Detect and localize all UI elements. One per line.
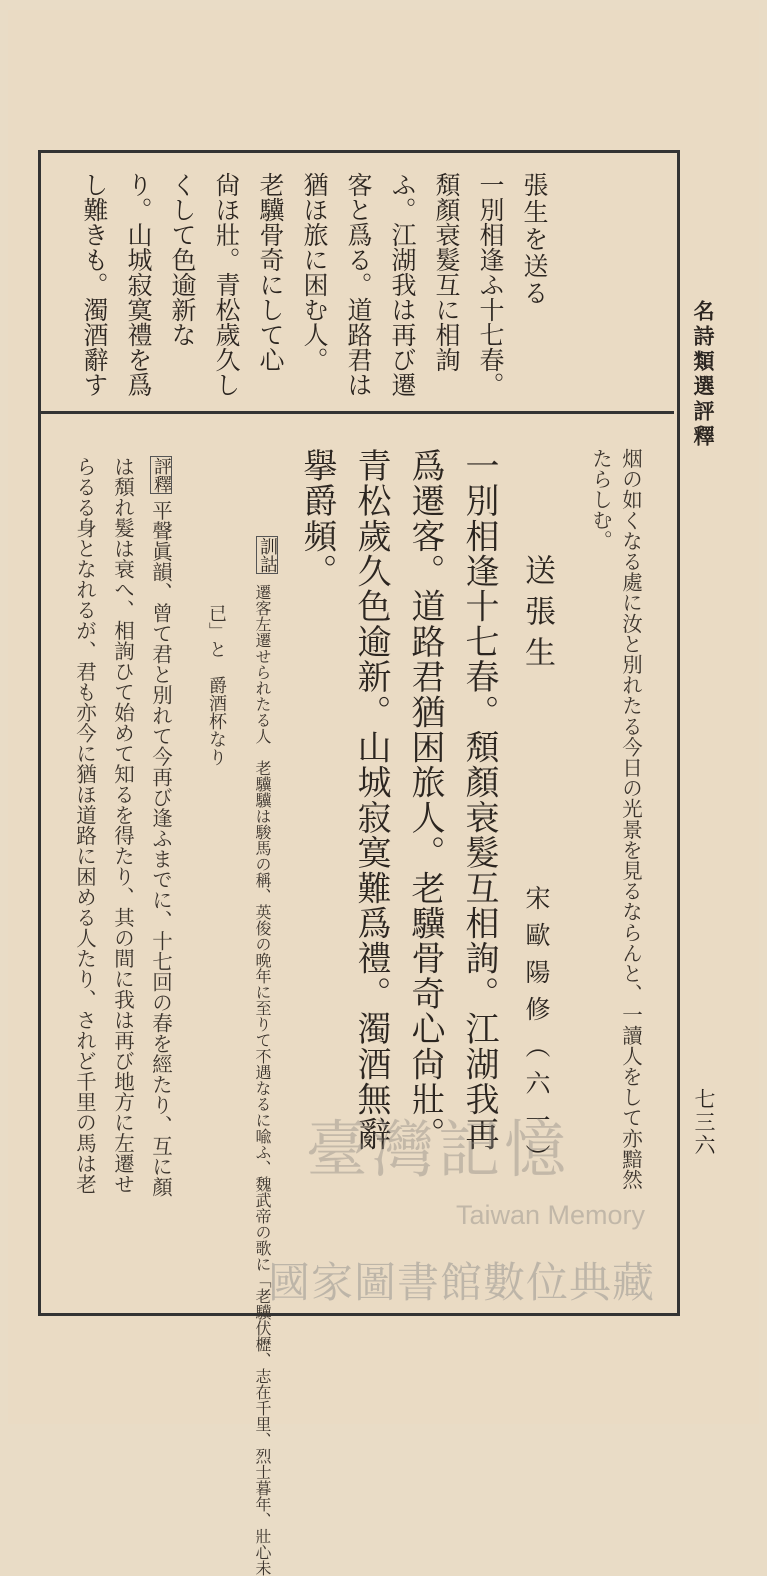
reading-line: 老驥骨奇にして心 <box>256 172 285 372</box>
reading-line: ふ。江湖我は再び遷 <box>388 172 417 397</box>
watermark-library: 國家圖書館數位典藏 <box>268 1258 656 1307</box>
intro-line: 烟の如くなる處に汝と別れたる今日の光景を見るならんと、一讀人をして亦黯然 <box>618 448 643 1190</box>
reading-line: 猶ほ旅に困む人。 <box>300 172 329 372</box>
watermark-english: Taiwan Memory <box>456 1200 646 1230</box>
book-title: 名詩類選評釋 <box>691 300 716 450</box>
intro-line: たらしむ。 <box>588 448 613 551</box>
poem-line: 青松歲久色逾新。山城寂寞難爲禮。濁酒無辭 <box>351 448 391 1152</box>
poem-title: 送張生 <box>519 554 555 677</box>
commentary-line: は頽れ髮は衰へ、相詢ひて始めて知るを得たり、其の間に我は再び地方に左遷せ <box>110 456 135 1194</box>
poem-line: 爲遷客。道路君猶困旅人。老驥骨奇心尙壯。 <box>405 448 445 1152</box>
poem-line: 一別相逢十七春。頽顏衰髮互相詢。江湖我再 <box>459 448 499 1152</box>
reading-line: くして色逾新な <box>168 172 197 347</box>
commentary-label: 評釋 <box>151 457 172 493</box>
reading-line: 一別相逢ふ十七春。 <box>476 172 505 397</box>
watermark-logo: 臺灣記憶 <box>306 1113 571 1186</box>
reading-line: り。山城寂寞禮を爲 <box>124 172 153 397</box>
poem-line: 擧爵頻。 <box>297 448 337 589</box>
section-divider <box>38 411 674 414</box>
reading-line: 尙ほ壯。青松歲久し <box>212 172 241 397</box>
page-number: 七三六 <box>692 1088 716 1157</box>
commentary-line: らるる身となれるが、君も亦今に猶ほ道路に困める人たり、されど千里の馬は老 <box>72 456 97 1194</box>
notes-label: 訓詁 <box>257 537 278 573</box>
reading-line: 頽顏衰髮互に相詢 <box>432 172 461 372</box>
poem-author: 宋歐陽修（六一） <box>522 885 551 1181</box>
notes-line: 遷客左遷せられたる人 老驥驥は駿馬の稱、英俊の晩年に至りて不遇なるに喩ふ、魏武帝の歌に「老驥伏櫪、志在千里、烈士暮年、壯心未 <box>253 584 272 1576</box>
notes-line: 已」と 爵酒杯なり <box>206 604 227 766</box>
reading-line: 客と爲る。道路君は <box>344 172 373 397</box>
reading-line: し難きも。濁酒辭す <box>80 172 109 397</box>
commentary-line: 平聲眞韻、曾て君と別れて今再び逢ふまでに、十七回の春を經たり、互に顏 <box>148 500 173 1197</box>
reading-line: 張生を送る <box>520 172 549 307</box>
